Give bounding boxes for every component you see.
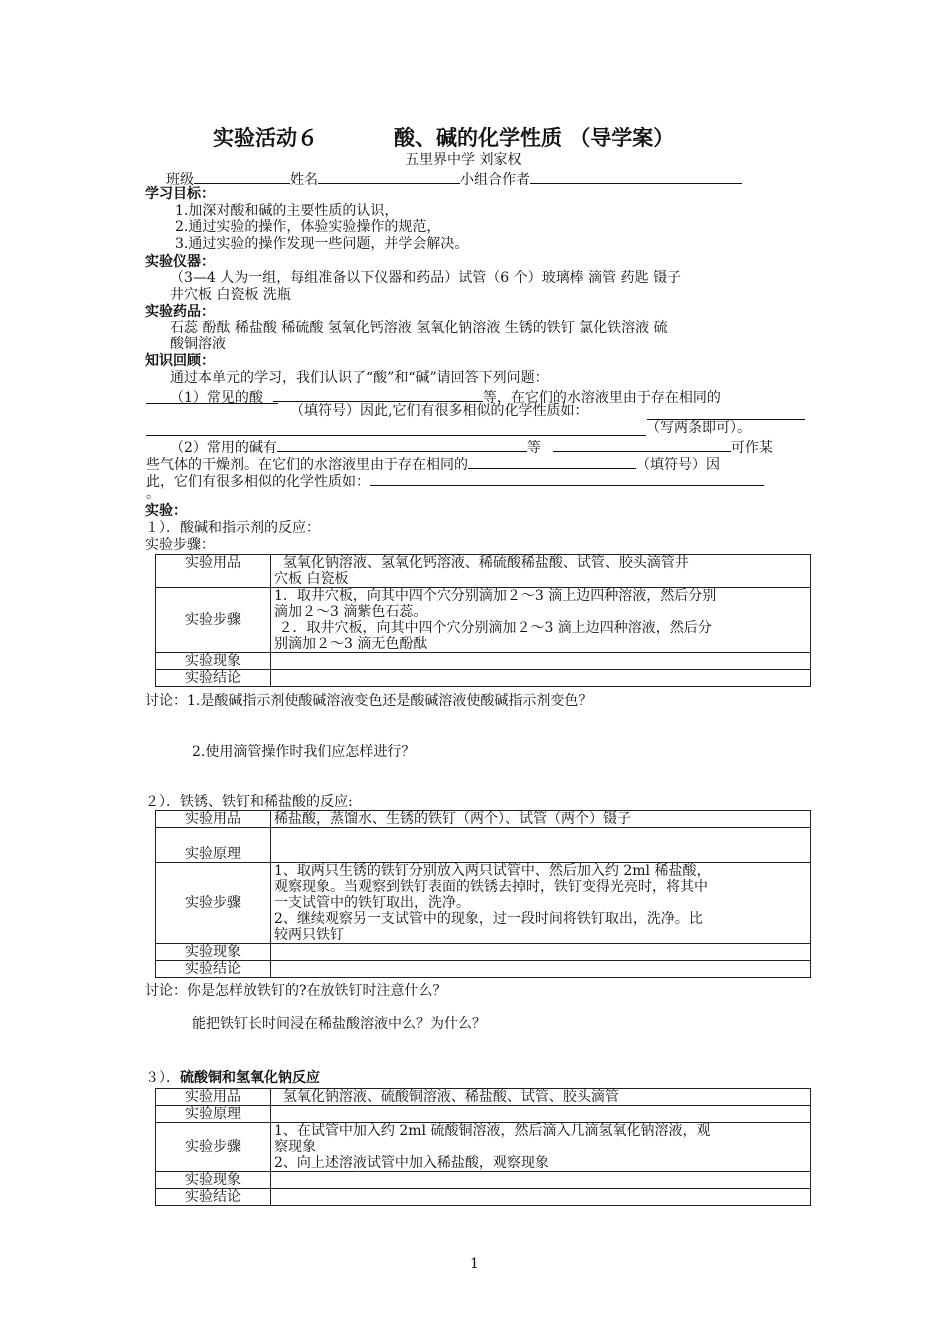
exp2-principle-cell[interactable] [271,828,811,863]
exp1-materials-cell [271,555,811,588]
exp1-materials-line2: 穴板 白瓷板 [274,571,349,587]
table-row [156,1123,811,1172]
exp1-discussion-1: 讨论：1.是酸碱指示剂使酸碱溶液变色还是酸碱溶液使酸碱指示剂变色？ [145,693,593,709]
q2-text-e: （填符号）因 [636,457,720,473]
exp1-discussion-2: 2.使用滴管操作时我们应怎样进行？ [192,744,416,760]
exp3-steps-line2: 察现象 [274,1139,316,1155]
exp3-steps-line1: 1、在试管中加入约 2ml 硫酸铜溶液，然后滴入几滴氢氧化钠溶液，观 [274,1123,711,1139]
exp3-conclusion-cell[interactable] [271,1189,811,1206]
partner-blank[interactable] [530,169,742,184]
table-row [156,863,811,944]
exp1-steps-line2: 滴加２～3 滴紫色石蕊。 [274,604,428,620]
reagents-line-1: 石蕊 酚酞 稀盐酸 稀硫酸 氢氧化钙溶液 氢氧化钠溶液 生锈的铁钉 氯化铁溶液 硫 [170,320,668,336]
exp3-principle-cell[interactable] [271,1106,811,1123]
goal-item-3: 3.通过实验的操作发现一些问题，并学会解决。 [175,236,469,252]
exp3-steps-line3: 2、向上述溶液试管中加入稀盐酸，观察现象 [274,1155,549,1171]
page-title-part1: 实验活动６ [213,126,318,150]
exp1-materials-line1: 氢氧化钠溶液、氢氧化钙溶液、稀硫酸稀盐酸、试管、胶头滴管井 [274,555,689,571]
exp2-table [155,810,811,978]
class-blank[interactable] [194,169,290,184]
table-row [156,555,811,588]
exp1-steps-line4: 别滴加２～3 滴无色酚酞 [274,636,428,652]
table-row [156,1189,811,1206]
class-label: 班级 [166,172,194,188]
exp2-phenomenon-cell[interactable] [271,944,811,961]
q2-text-d: 些气体的干燥剂。在它们的水溶液里由于存在相同的 [146,457,468,473]
review-q2-line3 [146,471,764,490]
table-row [156,670,811,687]
student-info-line [166,169,742,188]
exp1-steps-line3: ２．取井穴板，向其中四个穴分别滴加２～3 滴上边四种溶液，然后分 [274,620,712,636]
exp2-conclusion-label: 实验结论 [156,961,271,978]
exp3-steps-label: 实验步骤 [156,1123,271,1172]
exp1-steps-heading: 实验步骤： [145,537,215,553]
exp3-principle-label: 实验原理 [156,1106,271,1123]
exp2-materials-label: 实验用品 [156,811,271,828]
exp2-steps-cell [271,863,811,944]
goal-item-2: 2.通过实验的操作，体验实验操作的规范， [175,219,441,235]
table-row [156,944,811,961]
exp2-steps-line4: 2、继续观察另一支试管中的现象，过一段时间将铁钉取出，洗净。比 [274,911,703,927]
q1-blank-cont[interactable] [146,403,278,404]
exp1-conclusion-cell[interactable] [271,670,811,687]
exp3-conclusion-label: 实验结论 [156,1189,271,1206]
exp2-steps-line3: 一支试管中的铁钉取出，洗净。 [274,895,470,911]
goal-item-1: 1.加深对酸和碱的主要性质的认识， [175,203,399,219]
page-number: 1 [470,1256,479,1272]
table-row [156,1106,811,1123]
exp1-steps-cell [271,588,811,653]
page-title-part2: 酸、碱的化学性质 （导学案） [394,126,675,150]
exp2-conclusion-cell[interactable] [271,961,811,978]
exp3-materials-cell: 氢氧化钠溶液、硫酸铜溶液、稀盐酸、试管、胶头滴管 [271,1089,811,1106]
instruments-line-1: （3—4 人为一组，每组准备以下仪器和药品）试管（6 个）玻璃棒 滴管 药匙 镊子 [170,270,681,286]
q2-text-c: 可作某 [730,440,773,456]
reagents-line-2: 酸铜溶液 [170,336,226,352]
exp3-phenomenon-cell[interactable] [271,1172,811,1189]
table-row [156,653,811,670]
review-q2-end: 。 [146,486,160,502]
q1-text-b: 等，在它们的水溶液里由于存在相同的 [482,390,721,406]
table-row [156,1089,811,1106]
table-row [156,828,811,863]
exp1-conclusion-label: 实验结论 [156,670,271,687]
q2-properties-blank[interactable] [370,471,764,486]
exp3-title-number: ３）． [145,1070,180,1086]
exp1-table [155,554,811,687]
exp3-materials-label: 实验用品 [156,1089,271,1106]
partner-label: 小组合作者 [460,172,530,188]
experiment-heading: 实验： [145,503,187,519]
exp1-steps-line1: 1．取井穴板，向其中四个穴分别滴加２～3 滴上边四种溶液，然后分别 [274,588,717,604]
exp2-title: ２）．铁锈、铁钉和稀盐酸的反应: [145,794,353,810]
review-intro: 通过本单元的学习，我们认识了“酸”和“碱”请回答下列问题： [170,370,549,386]
exp3-title [145,1070,320,1086]
exp2-discussion-1: 讨论：你是怎样放铁钉的?在放铁钉时注意什么？ [145,983,447,999]
exp3-title-text: 硫酸铜和氢氧化钠反应 [180,1070,320,1086]
q2-text-b: 等 [526,440,541,456]
name-label: 姓名 [290,172,318,188]
q2-bases-blank[interactable] [277,437,527,452]
exp2-steps-label: 实验步骤 [156,863,271,944]
review-q1-line3: （写两条即可）。 [646,420,751,436]
exp1-phenomenon-cell[interactable] [271,653,811,670]
exp3-table [155,1088,811,1206]
exp3-phenomenon-label: 实验现象 [156,1172,271,1189]
q2-ion-blank[interactable] [468,454,636,469]
exp1-materials-label: 实验用品 [156,555,271,588]
table-row [156,588,811,653]
exp2-principle-label: 实验原理 [156,828,271,863]
q2-label: （2）常用的碱有 [170,440,277,456]
exp2-steps-line2: 观察现象。当观察到铁钉表面的铁锈去掉时，铁钉变得光亮时，将其中 [274,879,708,895]
exp2-materials-cell: 稀盐酸，蒸馏水、生锈的铁钉（两个）、试管（两个）镊子 [271,811,811,828]
instruments-heading: 实验仪器： [145,254,215,270]
q1-properties-blank-2[interactable] [146,435,646,436]
table-row [156,811,811,828]
review-heading: 知识回顾： [145,353,215,369]
exp2-steps-line1: 1、取两只生锈的铁钉分别放入两只试管中、然后加入约 2ml 稀盐酸， [274,863,711,879]
instruments-line-2: 井穴板 白瓷板 洗瓶 [170,287,291,303]
exp1-title: １）．酸碱和指示剂的反应： [145,520,320,536]
reagents-heading: 实验药品： [145,304,215,320]
exp1-phenomenon-label: 实验现象 [156,653,271,670]
exp3-steps-cell [271,1123,811,1172]
q2-drying-blank[interactable] [553,437,731,452]
exp2-steps-line5: 较两只铁钉 [274,927,344,943]
q1-label: （1）常见的酸 [170,390,263,406]
author-line: 五里界中学 刘家权 [405,152,522,168]
table-row [156,961,811,978]
name-blank[interactable] [318,169,460,184]
q2-text-f: 此，它们有很多相似的化学性质如： [146,474,370,490]
table-row [156,1172,811,1189]
q1-acids-blank[interactable] [273,387,483,402]
exp2-phenomenon-label: 实验现象 [156,944,271,961]
exp2-discussion-2: 能把铁钉长时间浸在稀盐酸溶液中么？为什么？ [192,1016,486,1032]
exp1-steps-label: 实验步骤 [156,588,271,653]
review-q1-line2: （填符号）因此,它们有很多相似的化学性质如： [290,403,589,419]
goals-heading: 学习目标： [145,186,215,202]
